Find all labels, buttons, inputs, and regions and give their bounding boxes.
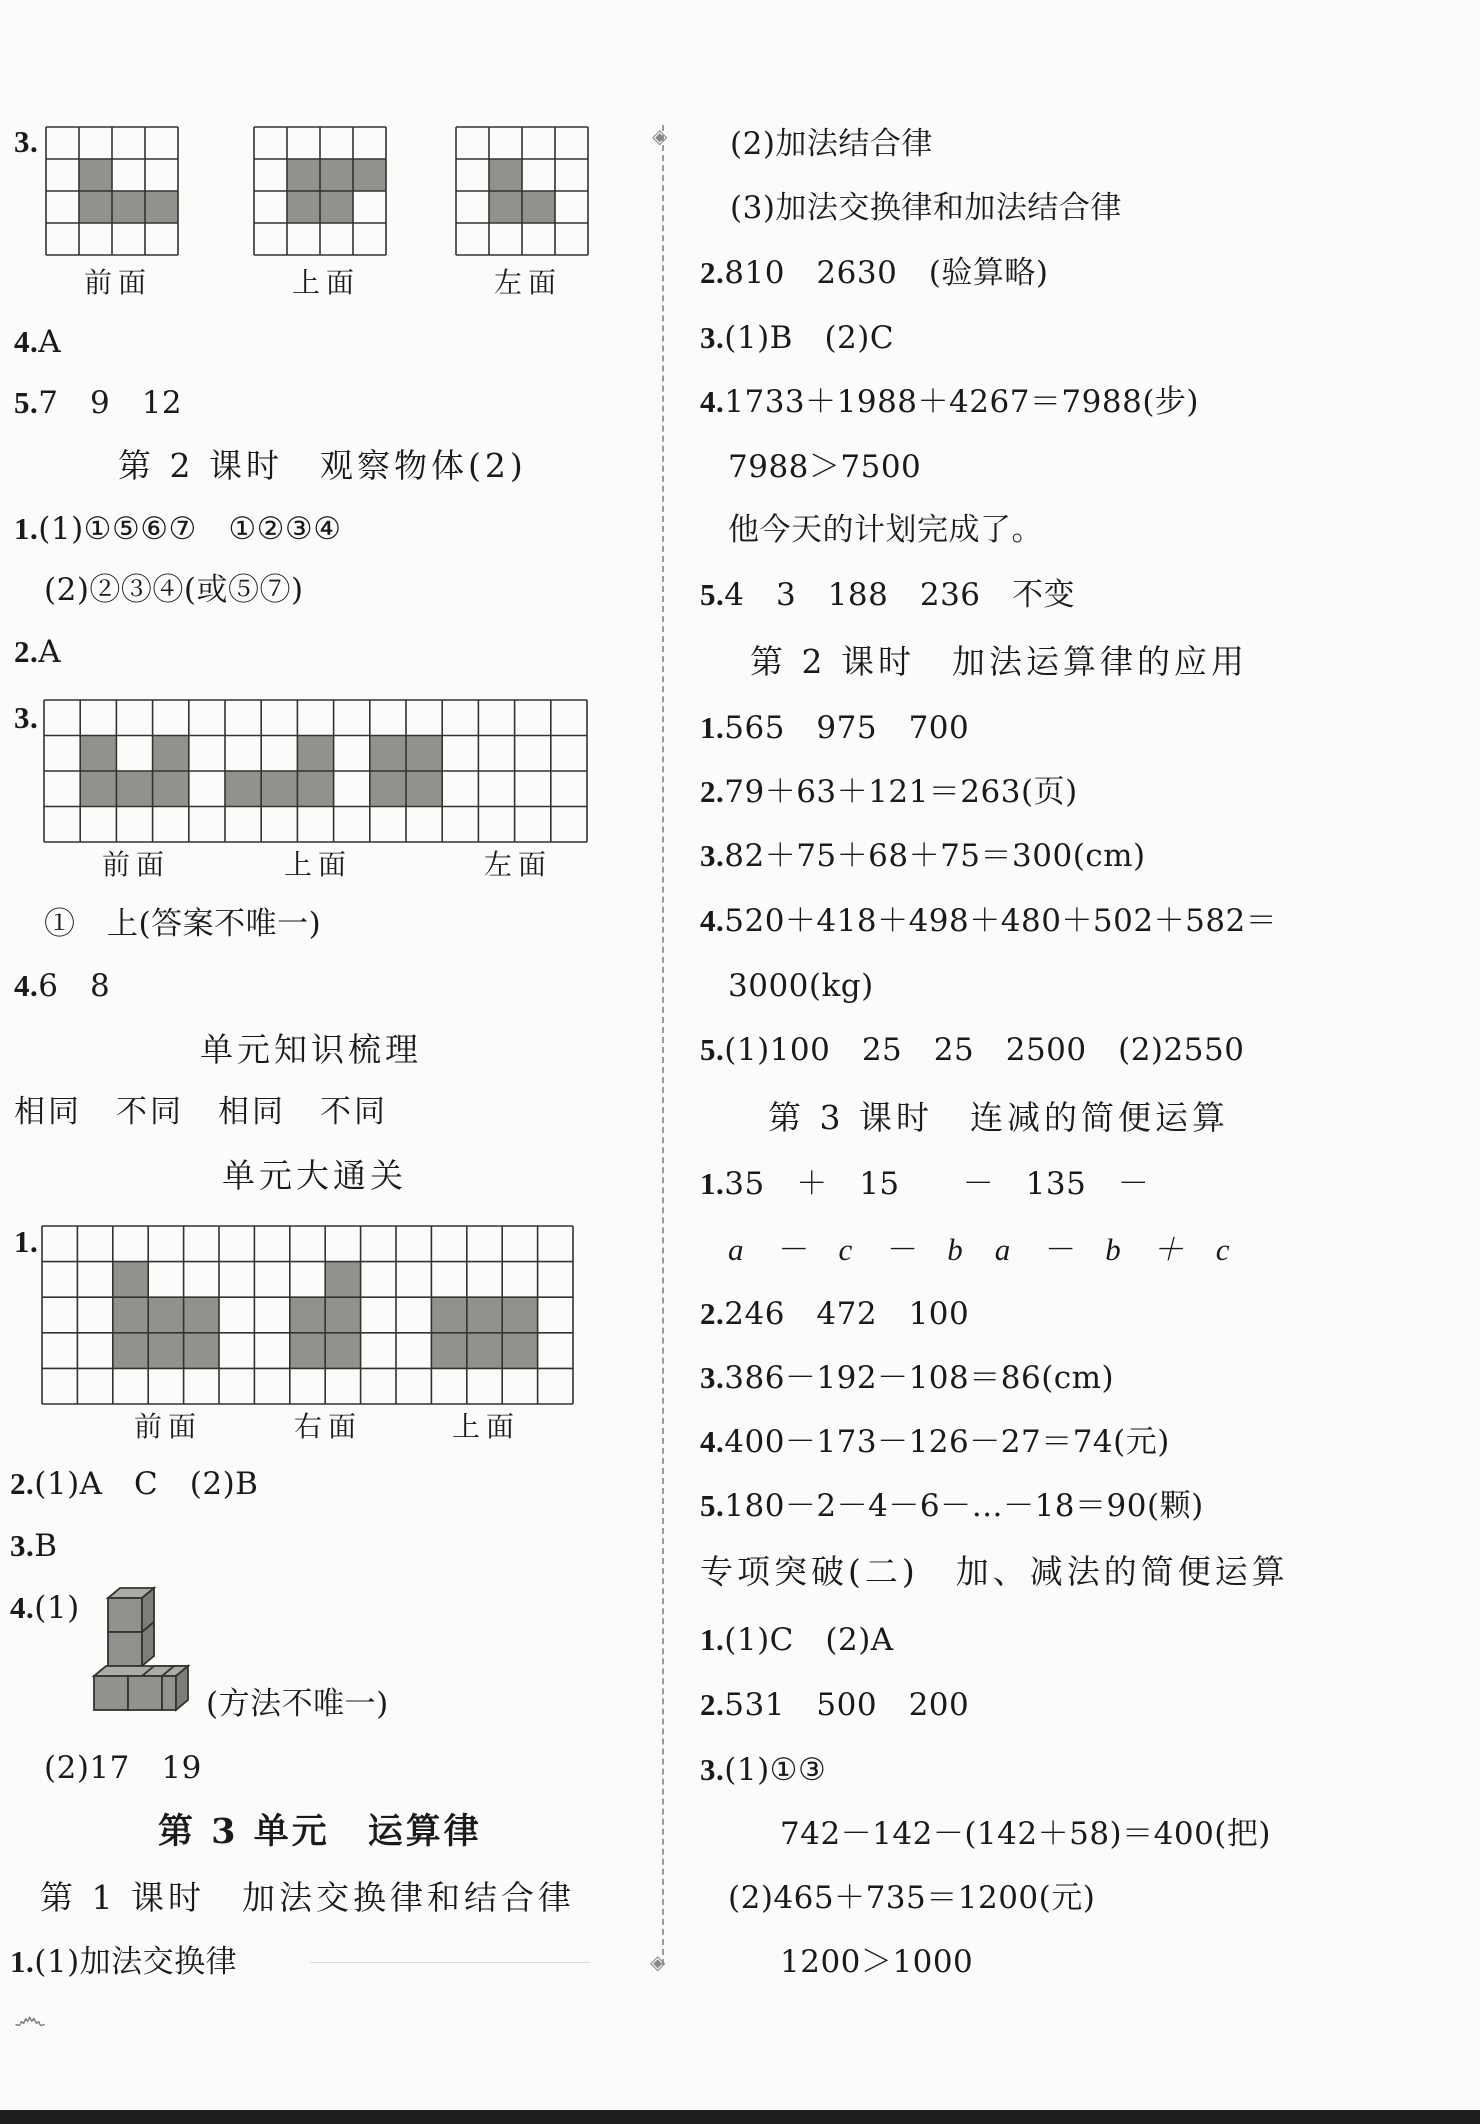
shaded-cell (467, 1333, 502, 1369)
view-grid-pass (42, 1226, 574, 1404)
answer-line: ① 上(答案不唯一) (44, 906, 322, 942)
grid-label-front: 前面 (102, 848, 171, 881)
lesson-title: 第 2 课时 加法运算律的应用 (750, 642, 1248, 681)
shaded-cell (353, 159, 386, 191)
shaded-cell (153, 771, 189, 807)
view-grid-front (46, 127, 178, 255)
shaded-cell (261, 771, 297, 807)
grid-label-front: 前面 (134, 1410, 203, 1443)
answer-line: (2)17 19 (44, 1750, 202, 1786)
answer-line: 1.(1)加法交换律 (10, 1944, 238, 1980)
shaded-cell (225, 771, 261, 807)
shaded-cell (297, 736, 333, 772)
shaded-cell (145, 191, 178, 223)
q1-number: 1. (14, 1224, 39, 1259)
answer-line: 1200＞1000 (780, 1944, 974, 1980)
shaded-cell (489, 159, 522, 191)
shaded-cell (431, 1333, 466, 1369)
shaded-cell (431, 1297, 466, 1333)
answer-line: 742－142－(142＋58)＝400(把) (780, 1816, 1272, 1852)
faint-rule (310, 1962, 590, 1963)
shaded-cell (325, 1297, 360, 1333)
answer-line: 他今天的计划完成了。 (728, 512, 1043, 548)
grid-label-left: 左面 (494, 266, 563, 299)
answer-line: 4.6 8 (14, 968, 111, 1004)
shaded-cell (325, 1333, 360, 1369)
answer-line: 3.82＋75＋68＋75＝300(cm) (700, 838, 1146, 874)
answer-line: 2.246 472 100 (700, 1296, 970, 1332)
shaded-cell (325, 1262, 360, 1298)
shaded-cell (79, 191, 112, 223)
shaded-cell (116, 771, 152, 807)
section-title: 单元知识梳理 (200, 1030, 422, 1069)
answer-line: (2)②③④(或⑤⑦) (44, 572, 304, 608)
grid-label-front: 前面 (84, 266, 153, 299)
shaded-cell (406, 736, 442, 772)
grid-label-top: 上面 (292, 266, 361, 299)
shaded-cell (184, 1333, 219, 1369)
shaded-cell (290, 1333, 325, 1369)
shaded-cell (320, 191, 353, 223)
answer-line: 2.79＋63＋121＝263(页) (700, 774, 1078, 810)
lesson-title: 第 2 课时 观察物体(2) (118, 446, 527, 485)
shaded-cell (79, 159, 112, 191)
section-title: 单元大通关 (222, 1156, 407, 1195)
shaded-cell (113, 1297, 148, 1333)
grid-label-top: 上面 (452, 1410, 521, 1443)
shaded-cell (522, 191, 555, 223)
ornament-icon: ◈ (652, 124, 668, 148)
answer-line: (2)加法结合律 (730, 126, 933, 162)
answer-line: 4.A (14, 324, 62, 360)
answer-line: 2.531 500 200 (700, 1687, 970, 1723)
column-divider (662, 125, 664, 1965)
special-title: 专项突破(二) 加、减法的简便运算 (700, 1552, 1289, 1591)
answer-line: 4.(1) (10, 1590, 80, 1626)
shaded-cell (489, 191, 522, 223)
answer-line: 2.A (14, 634, 62, 670)
shaded-cell (467, 1297, 502, 1333)
answer-line: 1.(1)C (2)A (700, 1622, 894, 1658)
answer-line: 5.4 3 188 236 不变 (700, 577, 1076, 613)
shaded-cell (148, 1333, 183, 1369)
shaded-cell (113, 1333, 148, 1369)
shaded-cell (320, 159, 353, 191)
answer-line: (2)465＋735＝1200(元) (728, 1880, 1096, 1916)
answer-line: 3.(1)B (2)C (700, 320, 895, 356)
shaded-cell (148, 1297, 183, 1333)
page-bottom-edge (0, 2110, 1480, 2124)
answer-line: 1.565 975 700 (700, 710, 970, 746)
shaded-cell (370, 771, 406, 807)
answer-line: 7988＞7500 (728, 449, 922, 485)
shaded-cell (370, 736, 406, 772)
shaded-cell (502, 1333, 537, 1369)
unit-title: 第 3 单元 运算律 (158, 1811, 482, 1852)
answer-line: 3.B (10, 1528, 58, 1564)
shaded-cell (184, 1297, 219, 1333)
answer-line: 3.(1)①③ (700, 1752, 827, 1788)
shaded-cell (297, 771, 333, 807)
shaded-cell (80, 736, 116, 772)
grid-label-right: 右面 (294, 1410, 363, 1443)
answer-line: (3)加法交换律和加法结合律 (730, 190, 1122, 226)
answer-line: 3.386－192－108＝86(cm) (700, 1360, 1115, 1396)
answer-line: 相同 不同 相同 不同 (14, 1094, 388, 1130)
view-grid-top (254, 127, 386, 255)
q3-number: 3. (14, 124, 39, 159)
lesson-title: 第 3 课时 连减的简便运算 (768, 1098, 1229, 1137)
q3-number: 3. (14, 700, 39, 735)
answer-line: 4.1733＋1988＋4267＝7988(步) (700, 384, 1200, 420)
ornament-icon: ◈ (650, 1950, 666, 1974)
view-grid-wide (44, 700, 588, 842)
shaded-cell (112, 191, 145, 223)
answer-line: (方法不唯一) (206, 1686, 389, 1722)
answer-line: 1.(1)①⑤⑥⑦ ①②③④ (14, 511, 342, 547)
grid-label-left: 左面 (484, 848, 553, 881)
shaded-cell (287, 159, 320, 191)
answer-line: 4.520＋418＋498＋480＋502＋582＝ (700, 903, 1278, 939)
view-grid-left (456, 127, 588, 255)
shaded-cell (113, 1262, 148, 1298)
answer-line: 5.7 9 12 (14, 385, 183, 421)
shaded-cell (290, 1297, 325, 1333)
answer-line: 2.810 2630 (验算略) (700, 255, 1049, 291)
answer-line: 5.180－2－4－6－…－18＝90(颗) (700, 1488, 1204, 1524)
answer-line: 5.(1)100 25 25 2500 (2)2550 (700, 1032, 1245, 1068)
answer-line: 2.(1)A C (2)B (10, 1466, 259, 1502)
shaded-cell (502, 1297, 537, 1333)
cube-stack-drawing (94, 1588, 206, 1728)
answer-line: 1.35 ＋ 15 － 135 － (700, 1166, 1150, 1202)
lesson-title: 第 1 课时 加法交换律和结合律 (40, 1878, 575, 1917)
answer-line: 3000(kg) (728, 968, 874, 1004)
shaded-cell (80, 771, 116, 807)
cloud-swirl-icon: ෴ (14, 1998, 47, 2038)
shaded-cell (406, 771, 442, 807)
grid-label-top: 上面 (284, 848, 353, 881)
shaded-cell (153, 736, 189, 772)
answer-line: 4.400－173－126－27＝74(元) (700, 1424, 1170, 1460)
shaded-cell (287, 191, 320, 223)
answer-line: a － c － b a － b ＋ c (728, 1232, 1231, 1267)
